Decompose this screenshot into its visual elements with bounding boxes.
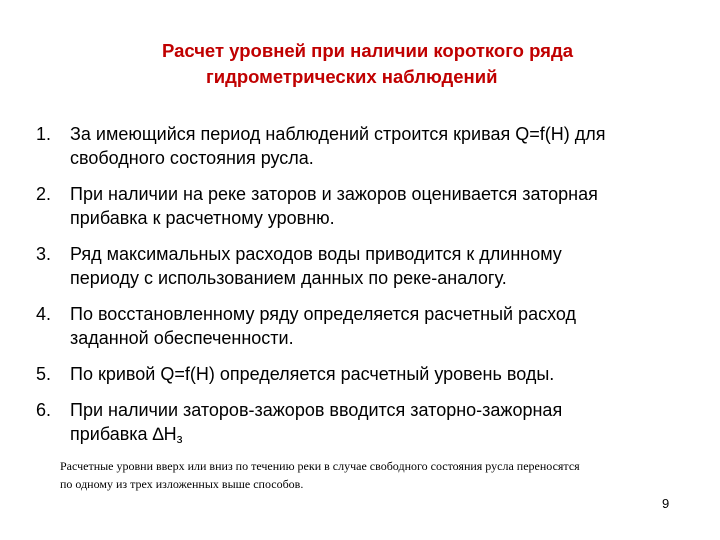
item-number: 5. — [36, 364, 52, 384]
item-number: 2. — [36, 184, 52, 204]
footnote — [60, 457, 690, 493]
footnote-line-2: по одному из трех изложенных выше способов. — [60, 477, 304, 491]
steps-list — [36, 122, 686, 463]
item-text-line-2 — [70, 422, 686, 451]
item-text-line-2: свободного состояния русла. — [70, 148, 314, 168]
list-item-3 — [36, 242, 686, 290]
item-text-line-1: По кривой Q=f(H) определяется расчетный уровень воды. — [70, 364, 555, 384]
title-line-1: Расчет уровней при наличии короткого ряда — [162, 40, 573, 61]
item-number: 4. — [36, 304, 52, 324]
title-line-2: гидрометрических наблюдений — [206, 66, 498, 87]
item-number: 6. — [36, 400, 52, 420]
item-text-line-1: При наличии на реке заторов и зажоров оценивается заторная — [70, 184, 598, 204]
delta-h-subscript: з — [176, 431, 183, 446]
list-item-4 — [36, 302, 686, 350]
item-text-line-1: При наличии заторов-зажоров вводится заторно-зажорная — [70, 400, 563, 420]
delta-h-text: прибавка ∆H — [70, 424, 177, 444]
item-text-line-1: Ряд максимальных расходов воды приводится к длинному — [70, 244, 562, 264]
footnote-line-1: Расчетные уровни вверх или вниз по течению реки в случае свободного состояния русла переносятся — [60, 459, 580, 473]
page-number: 9 — [662, 496, 670, 511]
item-text-line-1: За имеющийся период наблюдений строится кривая Q=f(H) для — [70, 124, 606, 144]
item-number: 1. — [36, 124, 52, 144]
list-item-5 — [36, 362, 686, 386]
list-item-1 — [36, 122, 686, 170]
list-item-6 — [36, 398, 686, 451]
slide-title — [0, 38, 720, 90]
item-text-line-2: периоду с использованием данных по реке-аналогу. — [70, 268, 507, 288]
item-text-line-2: заданной обеспеченности. — [70, 328, 294, 348]
list-item-2 — [36, 182, 686, 230]
item-text-line-1: По восстановленному ряду определяется расчетный расход — [70, 304, 576, 324]
item-number: 3. — [36, 244, 52, 264]
item-text-line-2: прибавка к расчетному уровню. — [70, 208, 335, 228]
